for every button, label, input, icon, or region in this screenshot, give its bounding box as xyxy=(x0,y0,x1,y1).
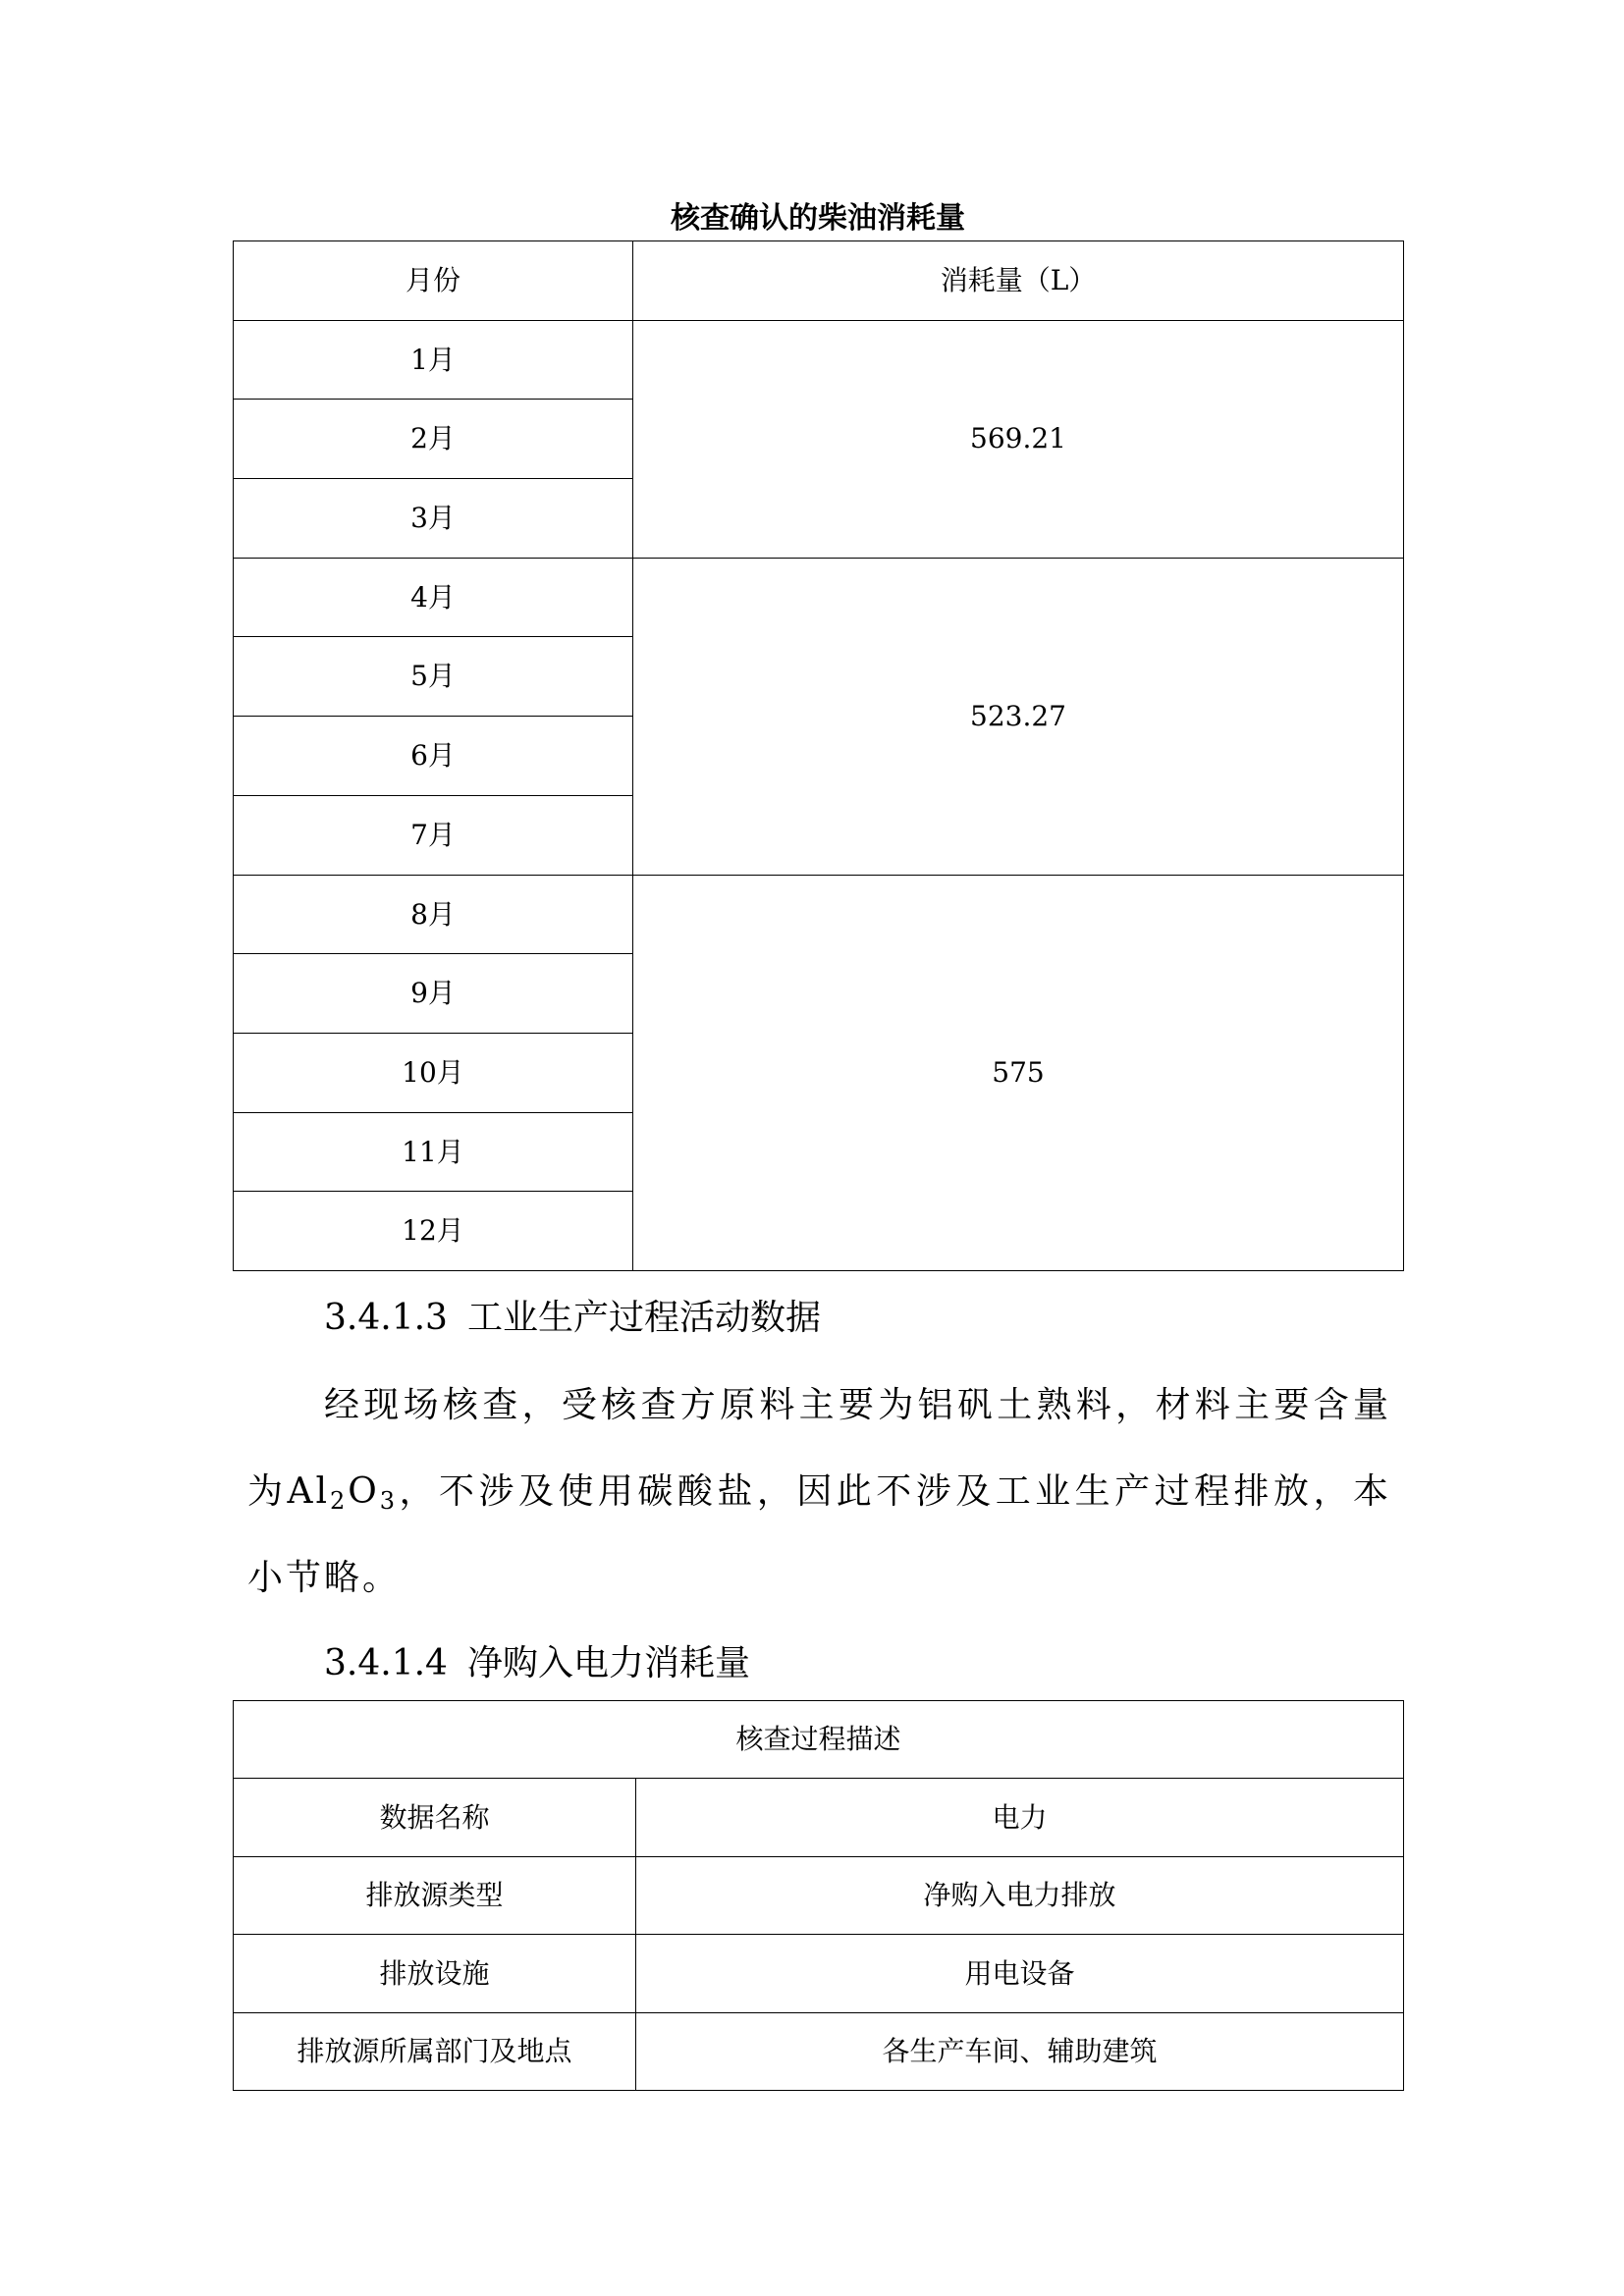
row-value: 用电设备 xyxy=(636,1935,1404,2012)
month-cell: 9月 xyxy=(234,954,633,1034)
section-heading-3-4-1-4 xyxy=(324,1639,750,1688)
consumption-value-2: 523.27 xyxy=(633,558,1404,875)
section-number: 3.4.1.3 xyxy=(324,1298,448,1338)
table-row xyxy=(234,2012,1404,2090)
consumption-value-q1: 569.21 xyxy=(633,320,1404,558)
section-number: 3.4.1.4 xyxy=(324,1643,448,1683)
header-month: 月份 xyxy=(234,241,633,321)
process-table-header: 核查过程描述 xyxy=(234,1701,1404,1779)
chemical-formula: $Al_2O_3$ xyxy=(287,1471,399,1515)
row-label: 排放设施 xyxy=(234,1935,636,2012)
consumption-value-3: 575 xyxy=(633,875,1404,1270)
month-cell: 8月 xyxy=(234,875,633,954)
diesel-table-title: 核查确认的柴油消耗量 xyxy=(671,201,965,236)
month-cell: 2月 xyxy=(234,400,633,479)
table-row xyxy=(234,320,1404,400)
row-value: 各生产车间、辅助建筑 xyxy=(636,2012,1404,2090)
table-header-row xyxy=(234,241,1404,321)
month-cell: 4月 xyxy=(234,558,633,637)
table-row xyxy=(234,1779,1404,1856)
section-heading-3-4-1-3 xyxy=(324,1294,821,1343)
header-consumption: 消耗量（L） xyxy=(633,241,1404,321)
month-cell: 1月 xyxy=(234,320,633,400)
row-value: 净购入电力排放 xyxy=(636,1856,1404,1934)
month-cell: 3月 xyxy=(234,479,633,559)
row-value: 电力 xyxy=(636,1779,1404,1856)
row-label: 数据名称 xyxy=(234,1779,636,1856)
month-cell: 5月 xyxy=(234,637,633,717)
diesel-consumption-table xyxy=(233,240,1404,1271)
month-cell: 12月 xyxy=(234,1192,633,1271)
table-header-row xyxy=(234,1701,1404,1779)
row-label: 排放源类型 xyxy=(234,1856,636,1934)
row-label: 排放源所属部门及地点 xyxy=(234,2012,636,2090)
section-title: 工业生产过程活动数据 xyxy=(466,1298,821,1338)
table-row xyxy=(234,1856,1404,1934)
month-cell: 6月 xyxy=(234,717,633,796)
table-row xyxy=(234,558,1404,637)
month-cell: 10月 xyxy=(234,1033,633,1112)
table-row xyxy=(234,875,1404,954)
body-paragraph: 经现场核查，受核查方原料主要为铝矾土熟料，材料主要含量为$Al_2O_3$，不涉及使用碳酸盐，因此不涉及工业生产过程排放，本小节略。 xyxy=(247,1385,1391,1598)
table-row xyxy=(234,1935,1404,2012)
month-cell: 11月 xyxy=(234,1112,633,1192)
month-cell: 7月 xyxy=(234,795,633,875)
section-title: 净购入电力消耗量 xyxy=(466,1643,750,1683)
verification-process-table xyxy=(233,1700,1404,2091)
